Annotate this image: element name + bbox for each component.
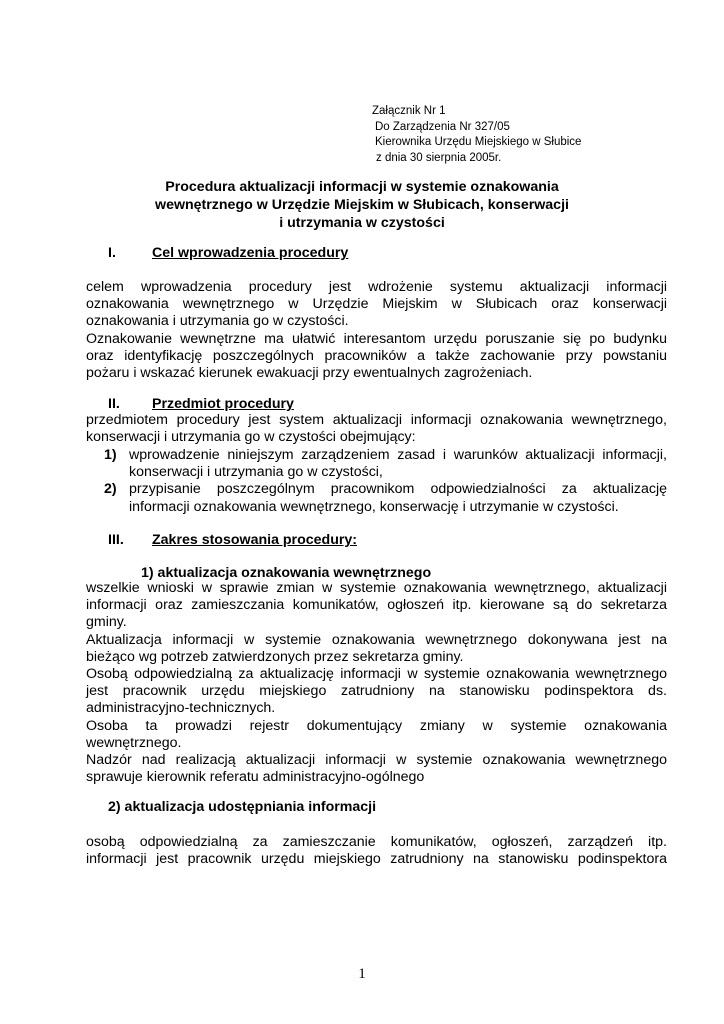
- list-item: [104, 481, 667, 515]
- section-2-intro: [86, 412, 667, 446]
- text-line: pożaru i wskazać kierunek ewakuacji przy ewentualnych zagrożeniach.: [86, 365, 533, 382]
- title-line: Procedura aktualizacji informacji w systemie oznakowania: [165, 179, 559, 195]
- text-line: wewnętrznego.: [86, 734, 182, 751]
- document-title: [0, 178, 724, 232]
- text-line: osobą odpowiedzialną za zamieszczanie komunikatów, ogłoszeń, zarządzeń itp.: [86, 834, 667, 850]
- section-title: Zakres stosowania procedury:: [152, 532, 357, 548]
- text-line: konserwacji i utrzymania go w czystości,: [129, 464, 383, 481]
- title-line: i utrzymania w czystości: [279, 215, 445, 231]
- section-2-list: [104, 447, 667, 516]
- text-line: sprawuje kierownik referatu administracyjno-ogólnego: [86, 769, 425, 786]
- annex-line: Do Zarządzenia Nr 327/05: [375, 120, 510, 133]
- annex-line: z dnia 30 sierpnia 2005r.: [376, 151, 502, 164]
- text-line: wprowadzenie niniejszym zarządzeniem zasad i warunków aktualizacji informacji,: [129, 447, 667, 463]
- text-line: Osoba ta prowadzi rejestr dokumentujący zmiany w systemie oznakowania: [86, 717, 667, 734]
- annex-line: Załącznik Nr 1: [372, 105, 446, 117]
- text-line: jest pracownik urzędu miejskiego zatrudniony na stanowisku podinspektora ds.: [86, 683, 667, 700]
- section-1-body: [86, 279, 667, 382]
- text-line: informacji jest pracownik urzędu miejskiego zatrudniony na stanowisku podinspektora: [86, 851, 667, 868]
- text-line: celem wprowadzenia procedury jest wdrożenie systemu aktualizacji informacji: [86, 279, 667, 295]
- text-line: wszelkie wnioski w sprawie zmian w systemie oznakowania wewnętrznego, aktualizacji: [86, 580, 667, 596]
- section-number: II.: [108, 396, 120, 412]
- annex-line: Kierownika Urzędu Miejskiego w Słubice: [375, 136, 582, 148]
- text-line: administracyjno-technicznych.: [86, 700, 276, 717]
- list-item: [104, 447, 667, 481]
- text-line: gminy.: [86, 614, 127, 631]
- text-line: Osobą odpowiedzialną za aktualizację informacji w systemie oznakowania wewnętrznego: [86, 666, 667, 683]
- text-line: konserwacji i utrzymania go w czystości obejmujący:: [86, 429, 416, 446]
- list-item-number: 1): [104, 447, 117, 463]
- text-line: informacji oraz zamieszczania komunikatów, ogłoszeń itp. kierowane są do sekretarza: [86, 597, 667, 614]
- text-line: bieżąco wg potrzeb zatwierdzonych przez sekretarza gminy.: [86, 648, 464, 665]
- section-title: Cel wprowadzenia procedury: [152, 245, 349, 261]
- section-number: III.: [108, 532, 124, 548]
- text-line: oznakowania wewnętrznego w Urzędzie Miejskim w Słubicach oraz konserwacji: [86, 296, 667, 313]
- section-title: Przedmiot procedury: [152, 396, 294, 412]
- text-line: przedmiotem procedury jest system aktualizacji informacji oznakowania wewnętrznego,: [86, 412, 667, 428]
- annex-note: [372, 104, 581, 166]
- subsection-heading-1: 1) aktualizacja oznakowania wewnętrznego: [141, 565, 432, 581]
- text-line: informacji oznakowania wewnętrznego, konserwację i utrzymanie w czystości.: [129, 498, 619, 515]
- text-line: Nadzór nad realizacją aktualizacji informacji w systemie oznakowania wewnętrznego: [86, 752, 667, 769]
- text-line: oraz identyfikację poszczególnych pracowników a także zachowanie przy powstaniu: [86, 347, 667, 364]
- subsection-1-body: [86, 580, 667, 786]
- text-line: przypisanie poszczególnym pracownikom odpowiedzialności za aktualizację: [129, 481, 667, 498]
- section-number: I.: [108, 245, 116, 261]
- list-item-number: 2): [104, 481, 117, 498]
- text-line: oznakowania i utrzymania go w czystości.: [86, 313, 349, 330]
- subsection-2-body: [86, 834, 667, 868]
- title-line: wewnętrznego w Urzędzie Miejskim w Słubicach, konserwacji: [155, 197, 569, 213]
- page-number: 1: [358, 966, 366, 982]
- subsection-heading-2: 2) aktualizacja udostępniania informacji: [108, 799, 377, 815]
- text-line: Aktualizacja informacji w systemie oznakowania wewnętrznego dokonywana jest na: [86, 631, 667, 648]
- text-line: Oznakowanie wewnętrzne ma ułatwić interesantom urzędu poruszanie się po budynku: [86, 330, 667, 347]
